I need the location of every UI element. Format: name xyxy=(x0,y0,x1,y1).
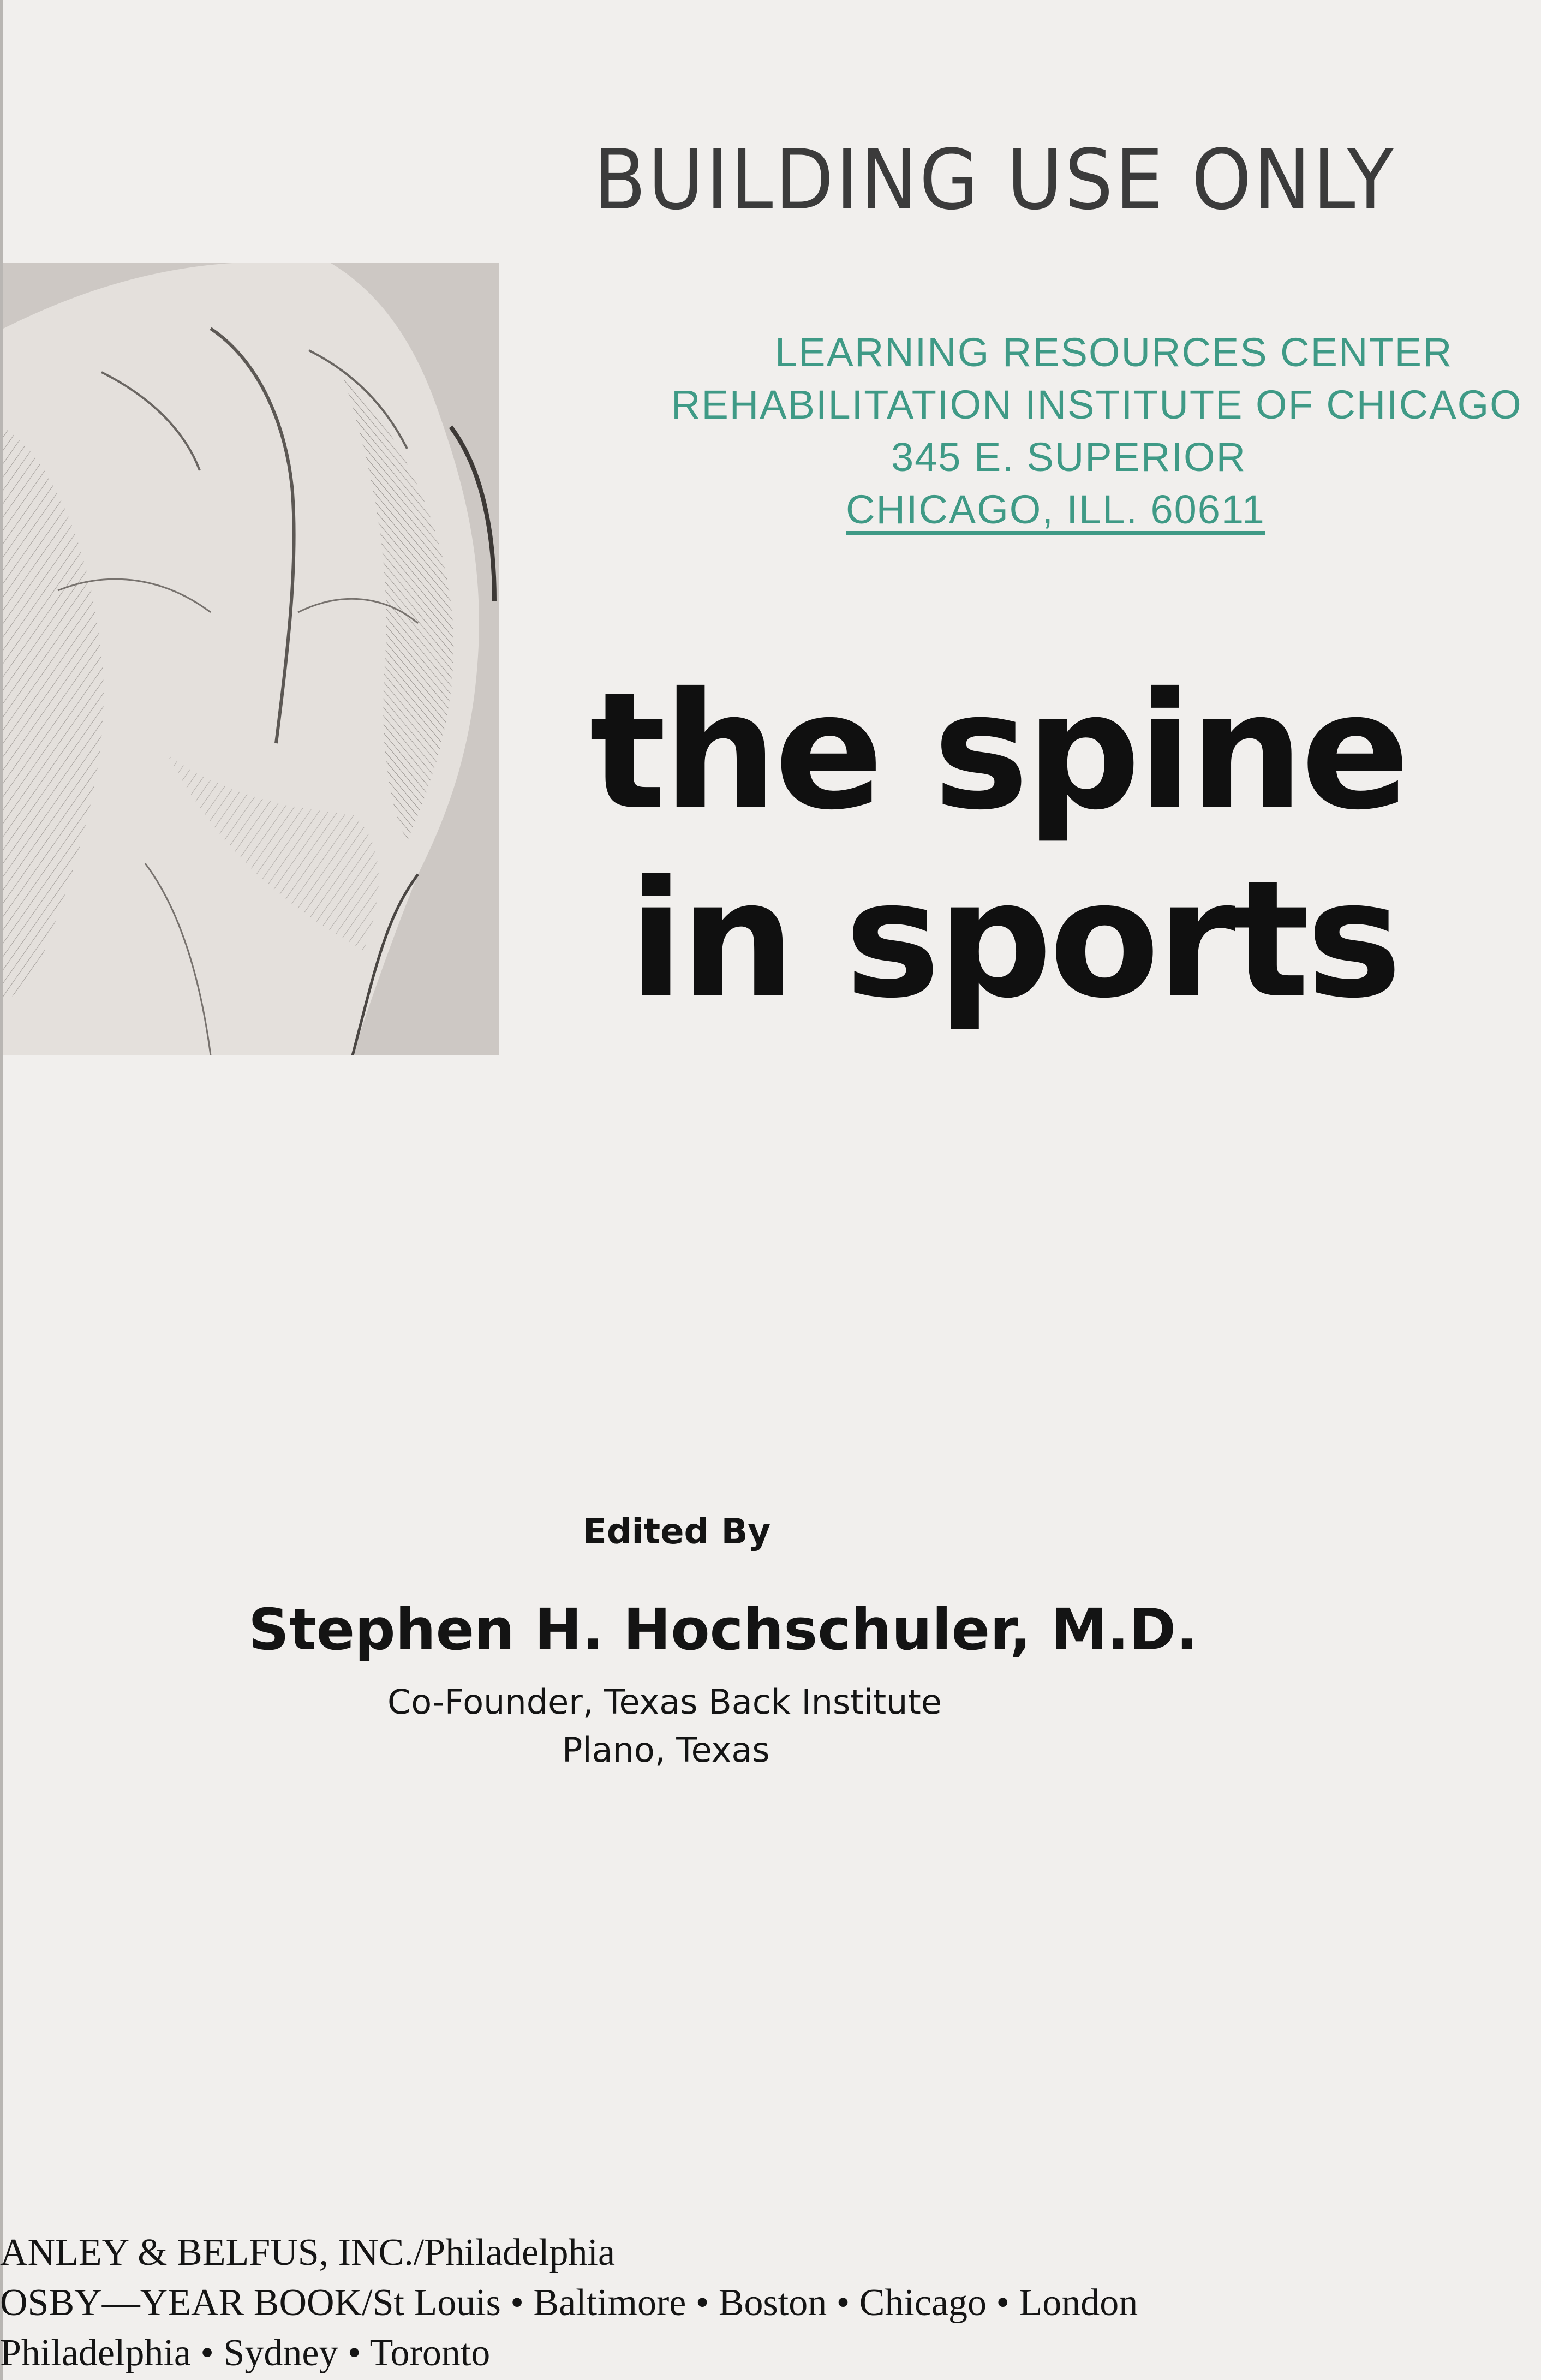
back-sketch-illustration xyxy=(3,263,499,1055)
affiliation-line: Co-Founder, Texas Back Institute xyxy=(387,1682,942,1722)
library-stamp-line: CHICAGO, ILL. 60611 xyxy=(846,487,1265,532)
library-stamp-line: 345 E. SUPERIOR xyxy=(891,434,1247,480)
publisher-line: OSBY—YEAR BOOK/St Louis • Baltimore • Boston • Chicago • London xyxy=(0,2282,1138,2324)
library-stamp-line: LEARNING RESOURCES CENTER xyxy=(775,330,1453,375)
editor-name: Stephen H. Hochschuler, M.D. xyxy=(248,1596,1198,1663)
building-use-stamp: BUILDING USE ONLY xyxy=(594,132,1396,228)
title-line: the spine xyxy=(589,658,1407,845)
library-stamp-line: REHABILITATION INSTITUTE OF CHICAGO xyxy=(671,382,1522,427)
edited-by-label: Edited By xyxy=(583,1512,771,1552)
title-line: in sports xyxy=(629,846,1399,1034)
publisher-line: Philadelphia • Sydney • Toronto xyxy=(0,2332,491,2374)
back-sketch-drawing xyxy=(3,263,499,1055)
publisher-line: ANLEY & BELFUS, INC./Philadelphia xyxy=(0,2232,616,2274)
affiliation-line: Plano, Texas xyxy=(562,1730,770,1770)
